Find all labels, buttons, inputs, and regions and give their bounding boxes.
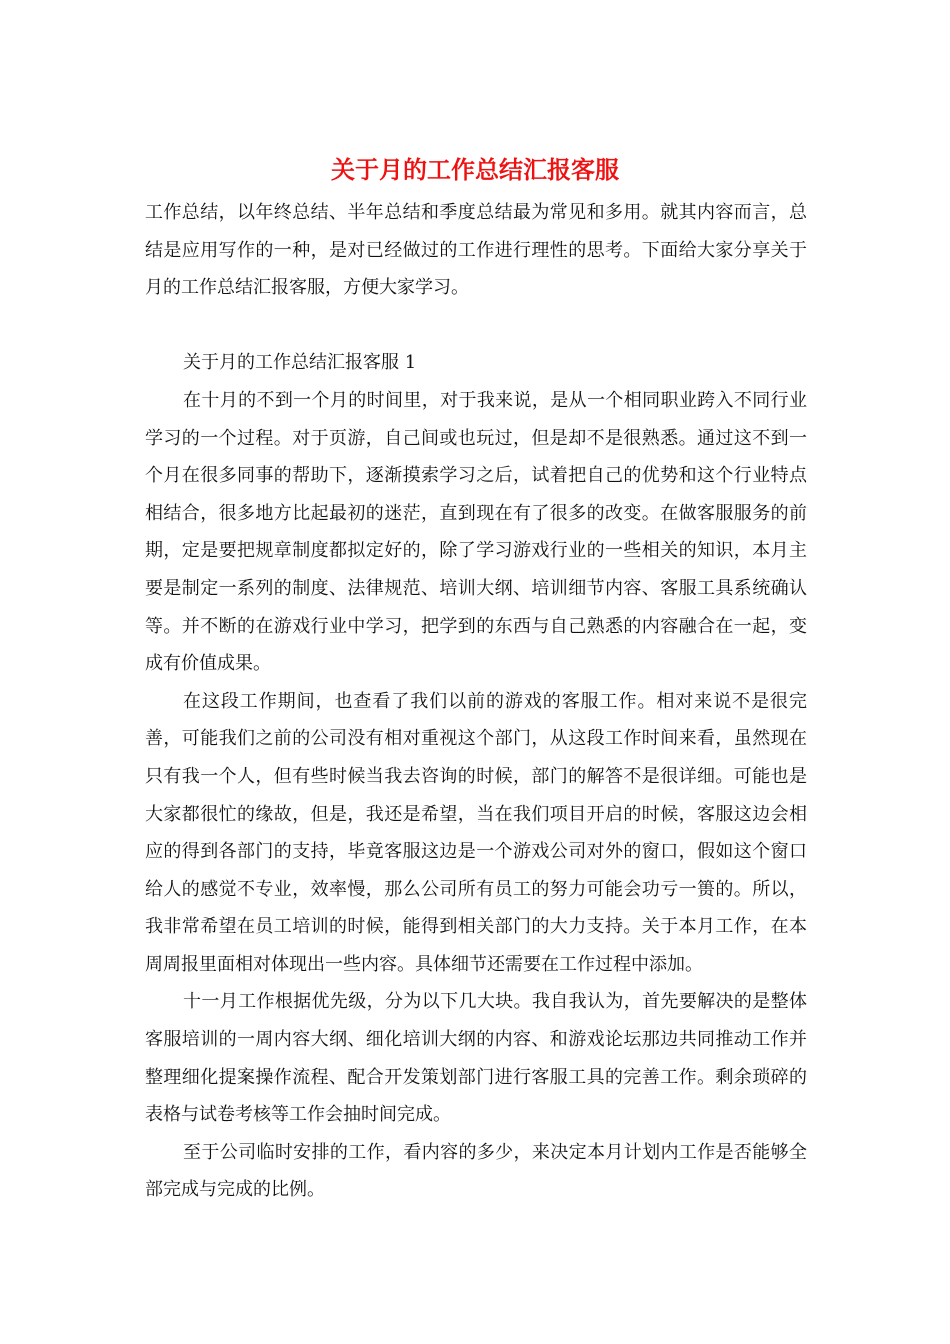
document-body: [145, 194, 807, 1209]
body-paragraph-1: 在十月的不到一个月的时间里，对于我来说，是从一个相同职业跨入不同行业学习的一个过程。对于页游，自己间或也玩过，但是却不是很熟悉。通过这不到一个月在很多同事的帮助下，逐渐摸索学习之后，试着把自己的优势和这个行业特点相结合，很多地方比起最初的迷茫，直到现在有了很多的改变。在做客服服务的前期，定是要把规章制度都拟定好的，除了学习游戏行业的一些相关的知识，本月主要是制定一系列的制度、法律规范、培训大纲、培训细节内容、客服工具系统确认等。并不断的在游戏行业中学习，把学到的东西与自己熟悉的内容融合在一起，变成有价值成果。: [145, 389, 807, 675]
intro-paragraph: 工作总结，以年终总结、半年总结和季度总结最为常见和多用。就其内容而言，总结是应用写作的一种，是对已经做过的工作进行理性的思考。下面给大家分享关于月的工作总结汇报客服，方便大家学习。: [145, 202, 807, 299]
body-paragraph-3: 十一月工作根据优先级，分为以下几大块。我自我认为，首先要解决的是整体客服培训的一周内容大纲、细化培训大纲的内容、和游戏论坛那边共同推动工作并整理细化提案操作流程、配合开发策划部门进行客服工具的完善工作。剩余琐碎的表格与试卷考核等工作会抽时间完成。: [145, 991, 807, 1126]
body-paragraph-2: 在这段工作期间，也查看了我们以前的游戏的客服工作。相对来说不是很完善，可能我们之前的公司没有相对重视这个部门，从这段工作时间来看，虽然现在只有我一个人，但有些时候当我去咨询的时候，部门的解答不是很详细。可能也是大家都很忙的缘故，但是，我还是希望，当在我们项目开启的时候，客服这边会相应的得到各部门的支持，毕竟客服这边是一个游戏公司对外的窗口，假如这个窗口给人的感觉不专业，效率慢，那么公司所有员工的努力可能会功亏一篑的。所以，我非常希望在员工培训的时候，能得到相关部门的大力支持。关于本月工作，在本周周报里面相对体现出一些内容。具体细节还需要在工作过程中添加。: [145, 690, 807, 975]
section-heading: 关于月的工作总结汇报客服 1: [183, 352, 417, 374]
paragraph-gap: [145, 307, 807, 345]
document-title: 关于月的工作总结汇报客服: [331, 155, 619, 184]
body-paragraph-4: 至于公司临时安排的工作，看内容的多少，来决定本月计划内工作是否能够全部完成与完成的比例。: [145, 1141, 807, 1201]
